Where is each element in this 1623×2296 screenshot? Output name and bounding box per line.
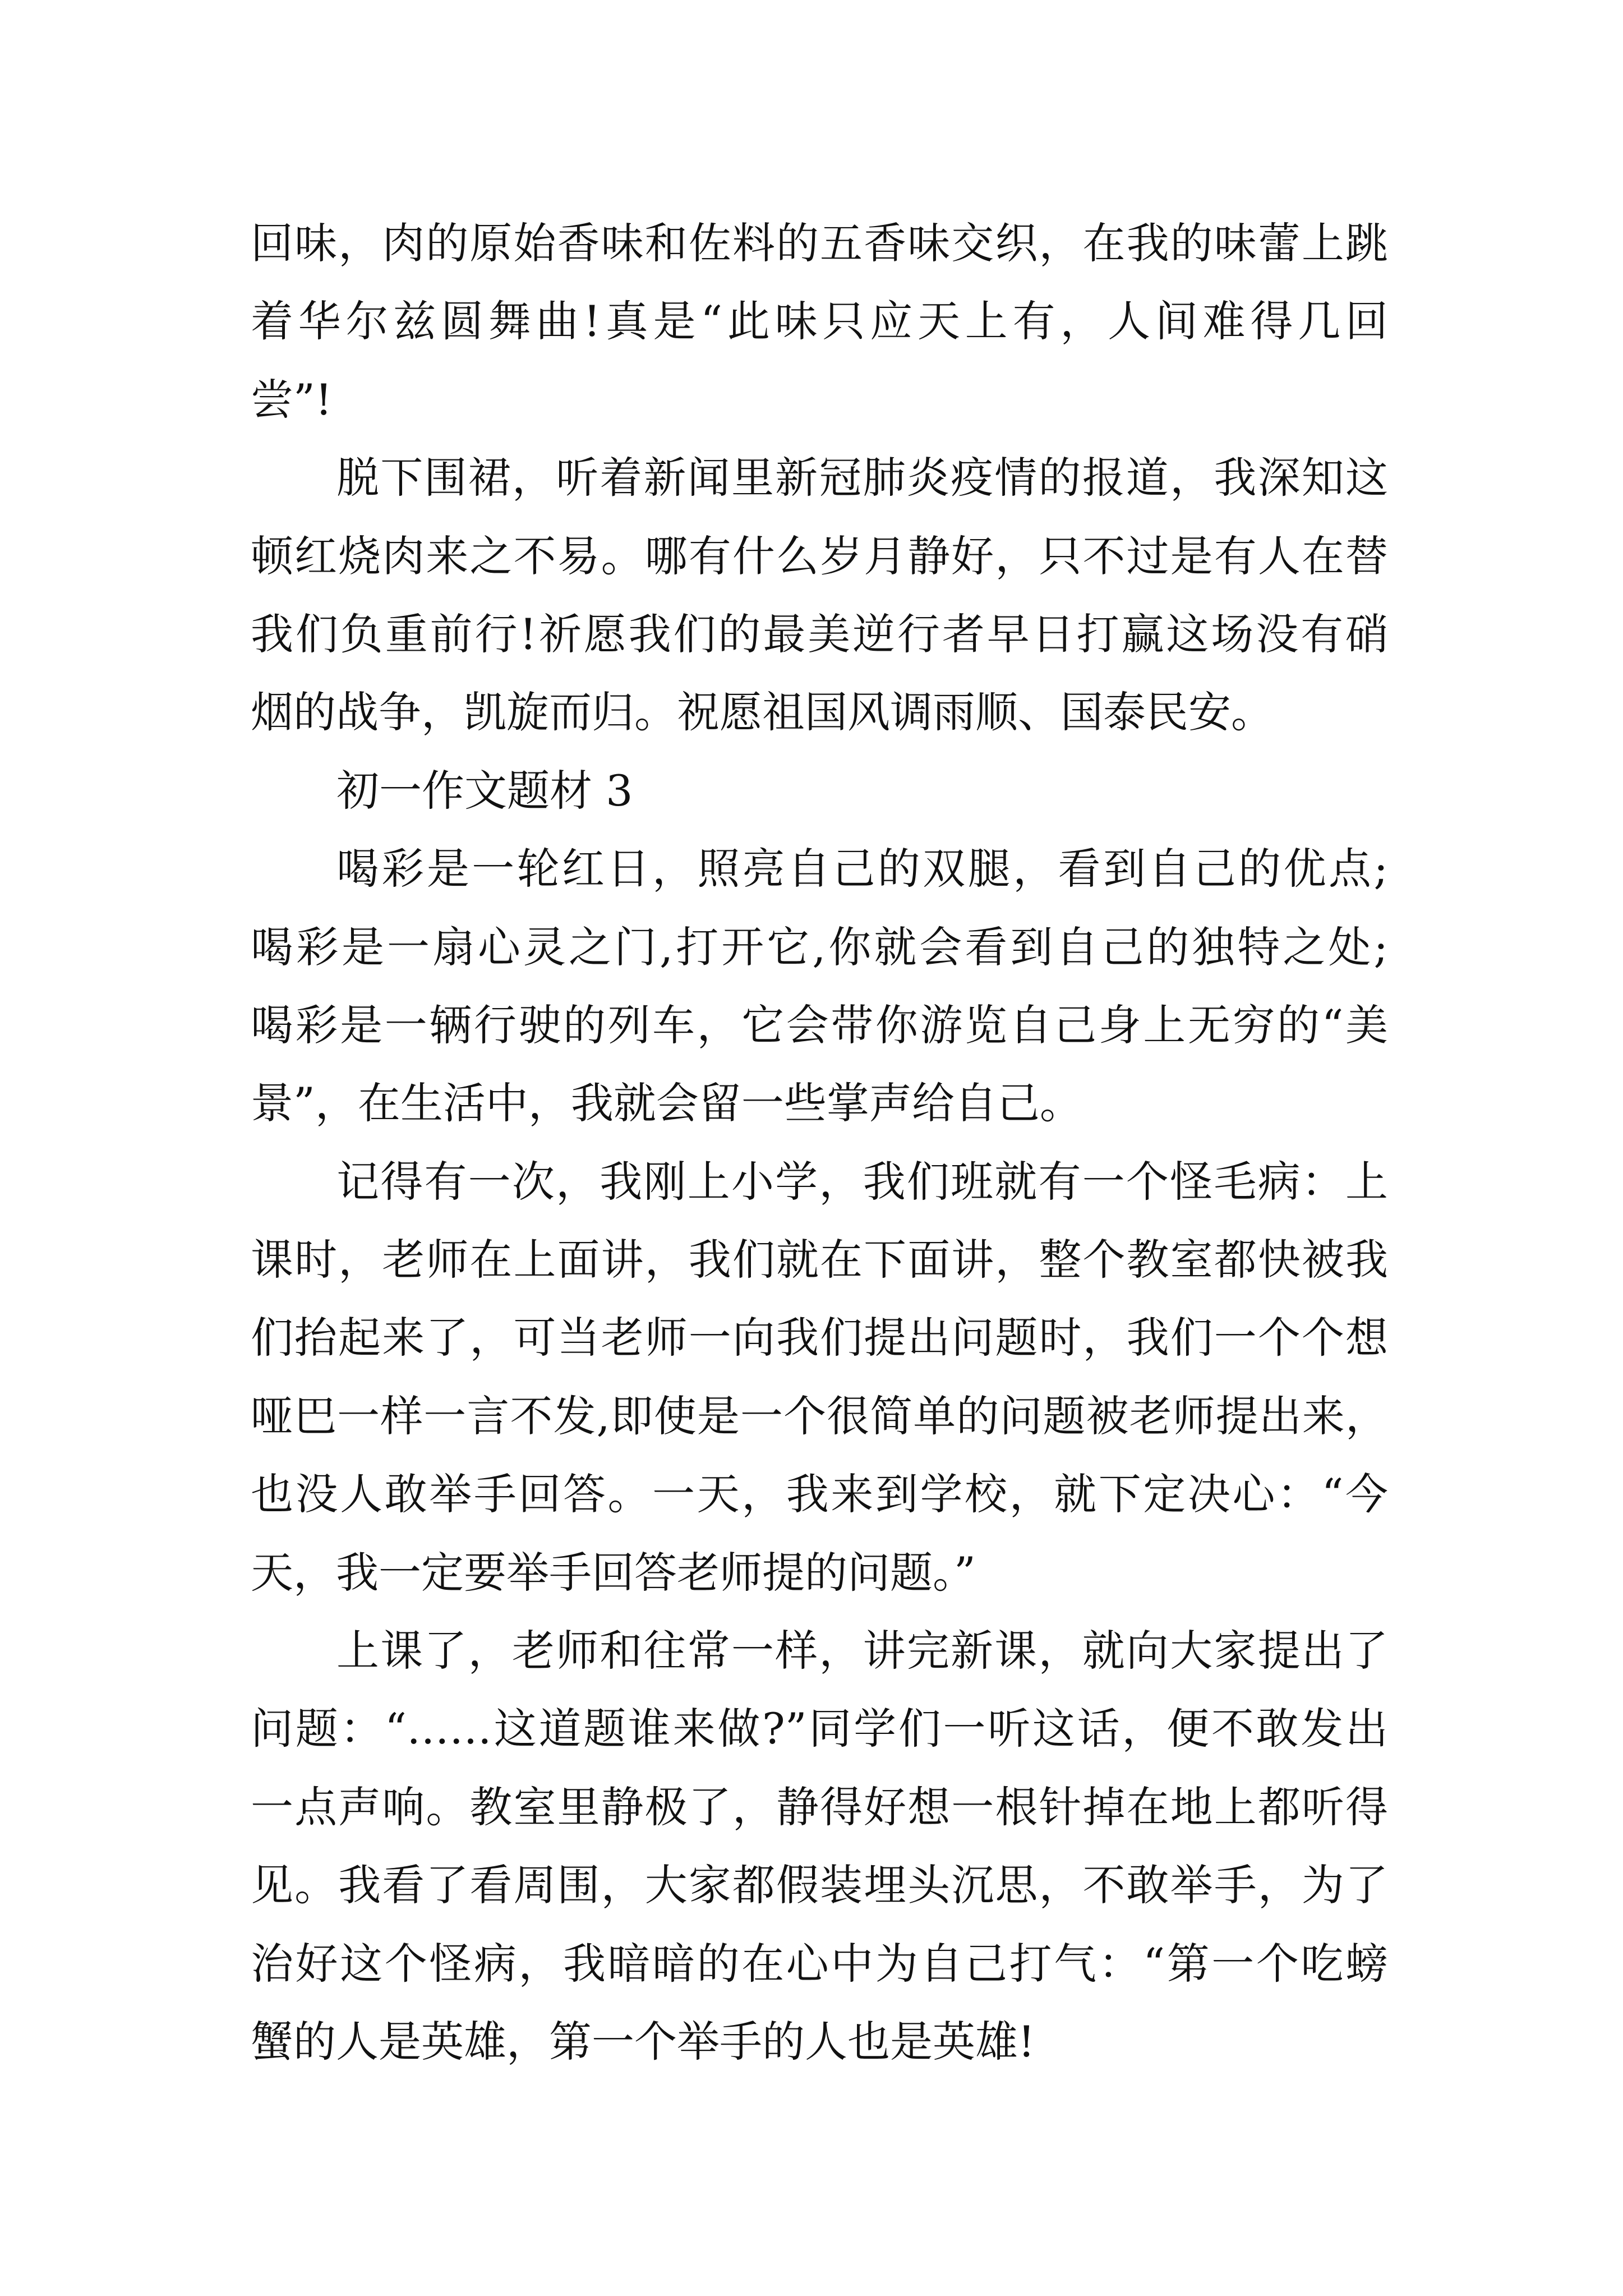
- heading-line: 初一作文题材 3: [336, 765, 633, 816]
- paragraph: [251, 1612, 1388, 2081]
- text-line: 哑巴一样一言不发,即使是一个很简单的问题被老师提出来，: [251, 1391, 1388, 1441]
- paragraph: [251, 439, 1388, 752]
- text-line: 烟的战争，凯旋而归。祝愿祖国风调雨顺、国泰民安。: [251, 687, 1274, 738]
- text-line: 治好这个怪病，我暗暗的在心中为自己打气：“第一个吃螃: [251, 1938, 1388, 1989]
- text-line: 尝”!: [251, 374, 333, 425]
- section-heading: [251, 752, 1388, 830]
- paragraph: [251, 204, 1388, 439]
- paragraph: [251, 1143, 1388, 1612]
- text-line: 喝彩是一扇心灵之门,打开它,你就会看到自己的独特之处;: [251, 922, 1388, 972]
- text-line: 问题：“……这道题谁来做?”同学们一听这话，便不敢发出: [251, 1704, 1388, 1754]
- text-line: 喝彩是一轮红日，照亮自己的双腿，看到自己的优点;: [336, 844, 1388, 894]
- text-line: 课时，老师在上面讲，我们就在下面讲，整个教室都快被我: [251, 1235, 1388, 1285]
- paragraph: [251, 830, 1388, 1143]
- text-line: 也没人敢举手回答。一天，我来到学校，就下定决心：“今: [251, 1469, 1388, 1520]
- text-line: 顿红烧肉来之不易。哪有什么岁月静好，只不过是有人在替: [251, 531, 1388, 581]
- text-line: 一点声响。教室里静极了，静得好想一根针掉在地上都听得: [251, 1782, 1388, 1832]
- text-line: 上课了，老师和往常一样，讲完新课，就向大家提出了: [336, 1626, 1388, 1676]
- text-line: 记得有一次，我刚上小学，我们班就有一个怪毛病：上: [336, 1156, 1388, 1207]
- body-text: [251, 204, 1388, 2081]
- text-line: 回味，肉的原始香味和佐料的五香味交织，在我的味蕾上跳: [251, 218, 1388, 268]
- text-line: 见。我看了看周围，大家都假装埋头沉思，不敢举手，为了: [251, 1860, 1388, 1911]
- text-line: 脱下围裙，听着新闻里新冠肺炎疫情的报道，我深知这: [336, 453, 1388, 503]
- text-line: 们抬起来了，可当老师一向我们提出问题时，我们一个个想: [251, 1313, 1388, 1363]
- text-line: 景”，在生活中，我就会留一些掌声给自己。: [251, 1078, 1082, 1129]
- text-line: 喝彩是一辆行驶的列车，它会带你游览自己身上无穷的“美: [251, 1000, 1388, 1050]
- text-line: 着华尔兹圆舞曲!真是“此味只应天上有，人间难得几回: [251, 296, 1388, 347]
- text-line: 我们负重前行!祈愿我们的最美逆行者早日打赢这场没有硝: [251, 609, 1388, 659]
- text-line: 蟹的人是英雄，第一个举手的人也是英雄!: [251, 2016, 1035, 2067]
- text-line: 天，我一定要举手回答老师提的问题。”: [251, 1547, 976, 1598]
